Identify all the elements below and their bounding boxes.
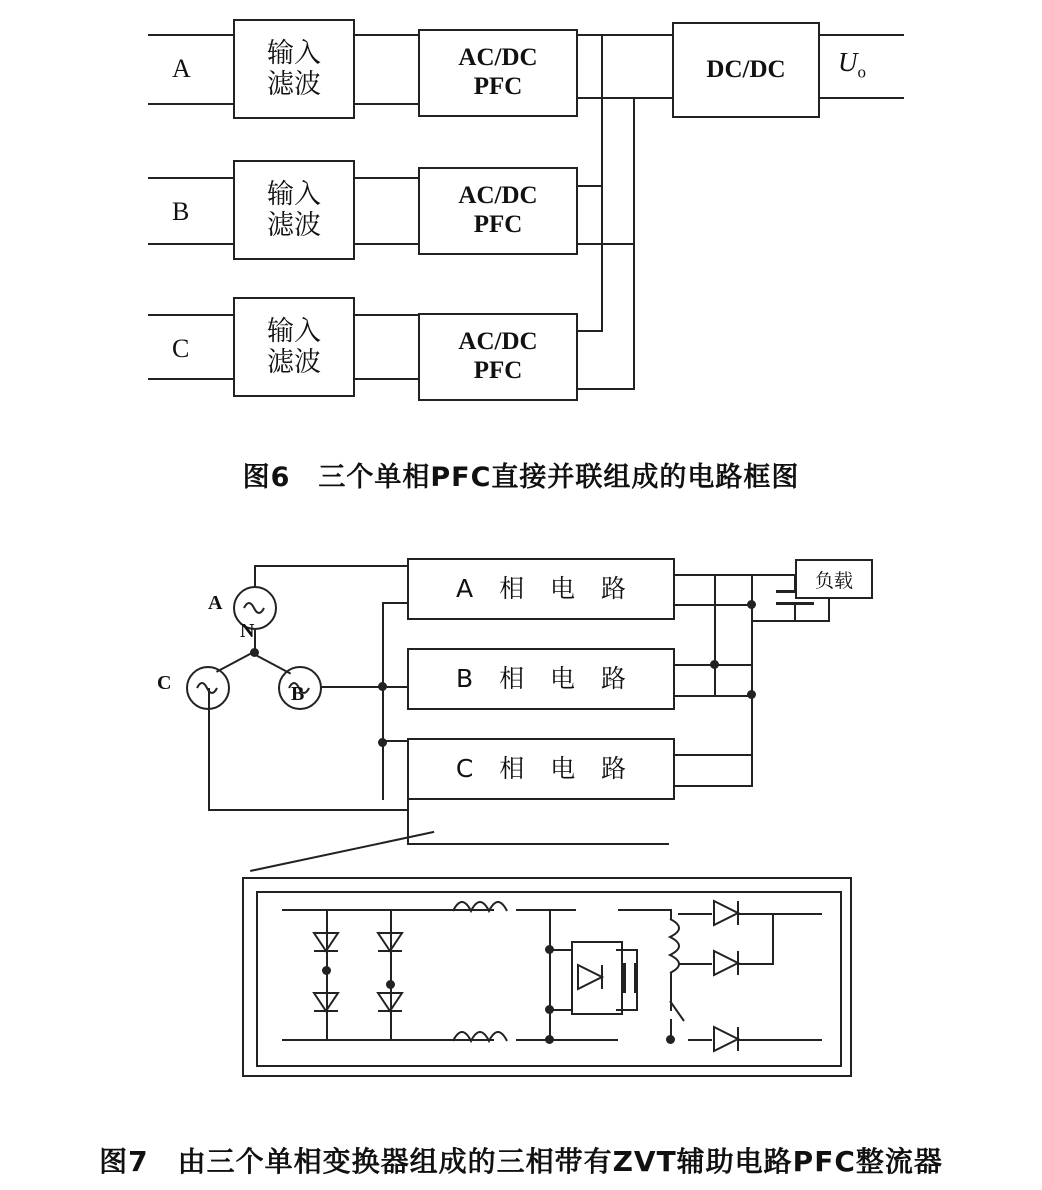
detail-wire-d6-out (738, 963, 774, 965)
wire-a-filter-to-pfc-bottom (355, 103, 418, 105)
detail-wire-gate-top (551, 949, 573, 951)
diode-d4-icon (372, 987, 408, 1017)
wire-out-c-bottom (675, 785, 753, 787)
wire-c-branch-vertical (382, 740, 384, 800)
phase-label-a: A (172, 54, 191, 83)
aux-inductor-icon (666, 917, 688, 977)
acdc-pfc-line2-b: PFC (473, 211, 523, 238)
detail-wire-after-inductor-top (516, 909, 576, 911)
input-filter-line1-c: 输入 (267, 315, 321, 347)
detail-wire-cap-top (616, 949, 638, 951)
callout-connect-horizontal (407, 843, 669, 845)
wire-star-c (216, 651, 254, 672)
wire-pfc-a-out-bottom (578, 97, 635, 99)
wire-b-right (320, 686, 384, 688)
acdc-pfc-block-a (418, 29, 578, 117)
input-filter-line2-a: 滤波 (267, 69, 321, 100)
detail-switch-branch (549, 909, 551, 1039)
detail-wire-cap-top-lead (636, 949, 638, 965)
input-filter-line2-c: 滤波 (267, 347, 321, 378)
input-filter-line1-b: 输入 (267, 178, 321, 210)
wire-pfc-c-out-bottom (578, 388, 635, 390)
detail-node-bottom-rail (545, 1035, 554, 1044)
acdc-pfc-line2-c: PFC (473, 357, 523, 384)
acdc-pfc-line1-a: AC/DC (458, 44, 538, 72)
wire-a-to-phase-a (254, 565, 407, 567)
detail-wire-d5-in (678, 913, 712, 915)
detail-wire-to-aux-ind (618, 909, 672, 911)
wire-c-filter-to-pfc-top (355, 314, 418, 316)
callout-connect-vertical (407, 800, 409, 845)
inductor-top-icon (451, 893, 521, 913)
wire-a-top-in (148, 34, 233, 36)
phase-circuit-block-b (407, 648, 675, 710)
wire-output-bottom (820, 97, 904, 99)
wire-bus-to-dcdc-bottom (633, 97, 672, 99)
wire-c-branch-to-phase-b (382, 740, 407, 742)
phase-circuit-block-c (407, 738, 675, 800)
load-label: 负载 (814, 569, 853, 592)
detail-wire-d5-out (738, 913, 822, 915)
wire-c-top-in (148, 314, 233, 316)
phase-circuit-label-a: A 相 电 路 (456, 573, 635, 603)
node-bus-negative-1 (747, 600, 756, 609)
wire-pfc-b-out-top (578, 185, 603, 187)
wire-b-vertical (382, 602, 384, 748)
wire-b-filter-to-pfc-top (355, 177, 418, 179)
detail-wire-cap-bottom-lead (636, 991, 638, 1011)
acdc-pfc-line2-a: PFC (473, 73, 523, 100)
snubber-cap-plate-2 (634, 963, 638, 993)
node-bus-negative-2 (747, 690, 756, 699)
aux-switch-icon (656, 997, 690, 1031)
dcdc-label: DC/DC (706, 55, 786, 83)
input-filter-line1-a: 输入 (267, 37, 321, 69)
figure-6-caption: 图6 三个单相PFC直接并联组成的电路框图 (242, 462, 800, 493)
wire-a-bottom-in (148, 103, 233, 105)
detail-wire-after-inductor-bottom (516, 1039, 618, 1041)
phase-circuit-block-a (407, 558, 675, 620)
wire-output-top (820, 34, 904, 36)
detail-node-bridge-1 (322, 966, 331, 975)
wire-b-filter-to-pfc-bottom (355, 243, 418, 245)
wire-pfc-b-out-bottom (578, 243, 635, 245)
diode-d1-icon (308, 927, 344, 957)
detail-aux-ind-bottom-lead (670, 973, 672, 999)
inductor-bottom-icon (451, 1023, 521, 1043)
acdc-pfc-block-b (418, 167, 578, 255)
wire-c-filter-to-pfc-bottom (355, 378, 418, 380)
detail-circuit-frame (242, 877, 852, 1077)
detail-wire-cap-bottom (616, 1009, 638, 1011)
input-filter-block-b (233, 160, 355, 260)
detail-wire-d7-in (688, 1039, 712, 1041)
load-block (795, 559, 873, 599)
node-bus-positive (710, 660, 719, 669)
source-label-n: N (240, 620, 255, 642)
input-filter-block-c (233, 297, 355, 397)
input-filter-block-a (233, 19, 355, 119)
capacitor-plate-bottom (776, 602, 814, 605)
snubber-cap-plate-1 (622, 963, 626, 993)
wire-out-c-top (675, 754, 753, 756)
figure-7-caption: 图7 由三个单相变换器组成的三相带有ZVT辅助电路PFC整流器 (99, 1145, 943, 1178)
wire-b-bottom-in (148, 243, 233, 245)
figure-6 (0, 0, 1042, 520)
wire-bus-to-dcdc-top (601, 34, 672, 36)
wire-c-down (208, 688, 210, 811)
phase-circuit-label-b: B 相 电 路 (456, 663, 635, 693)
output-voltage-symbol: U (838, 47, 858, 77)
wire-bus-to-cap-bottom (751, 620, 796, 622)
diode-d3-icon (308, 987, 344, 1017)
output-voltage-subscript: o (857, 62, 866, 82)
figure-7 (0, 540, 1042, 1140)
wire-cap-bottom-lead (794, 604, 796, 621)
dc-bus-positive (714, 574, 716, 695)
source-label-a: A (208, 592, 223, 614)
wire-a-filter-to-pfc-top (355, 34, 418, 36)
acdc-pfc-line1-b: AC/DC (458, 182, 538, 210)
diode-d2-icon (372, 927, 408, 957)
detail-wire-d6-in (678, 963, 712, 965)
dcdc-block (672, 22, 820, 118)
detail-wire-d7-out (738, 1039, 822, 1041)
source-label-b: B (291, 683, 305, 705)
detail-node-bridge-2 (386, 980, 395, 989)
bus-negative (633, 97, 635, 390)
source-label-c: C (157, 672, 172, 694)
acdc-pfc-block-c (418, 313, 578, 401)
wire-pfc-c-out-top (578, 330, 603, 332)
wire-cap-to-load-bottom (794, 620, 830, 622)
detail-wire-gate-bottom (551, 1009, 573, 1011)
input-filter-line2-b: 滤波 (267, 210, 321, 241)
detail-node-aux-bottom (666, 1035, 675, 1044)
wire-b-top-in (148, 177, 233, 179)
output-voltage-label (838, 47, 866, 82)
wire-c-bottom-in (148, 378, 233, 380)
wire-a-up (254, 565, 256, 587)
acdc-pfc-line1-c: AC/DC (458, 328, 538, 356)
wire-out-b-bottom (675, 695, 753, 697)
detail-wire-output-positive (772, 913, 774, 963)
wire-pfc-a-out-top (578, 34, 603, 36)
wire-bus-to-cap-top (714, 574, 796, 576)
wire-star-b (253, 653, 291, 674)
wire-c-to-phase-c (208, 809, 407, 811)
bus-positive (601, 34, 603, 332)
phase-label-b: B (172, 197, 190, 226)
wire-b-to-phase-a-lower (382, 602, 407, 604)
phase-label-c: C (172, 334, 190, 363)
antiparallel-diode-icon (574, 961, 608, 995)
phase-circuit-label-c: C 相 电 路 (455, 753, 636, 783)
wire-b-to-phase-b (382, 686, 407, 688)
